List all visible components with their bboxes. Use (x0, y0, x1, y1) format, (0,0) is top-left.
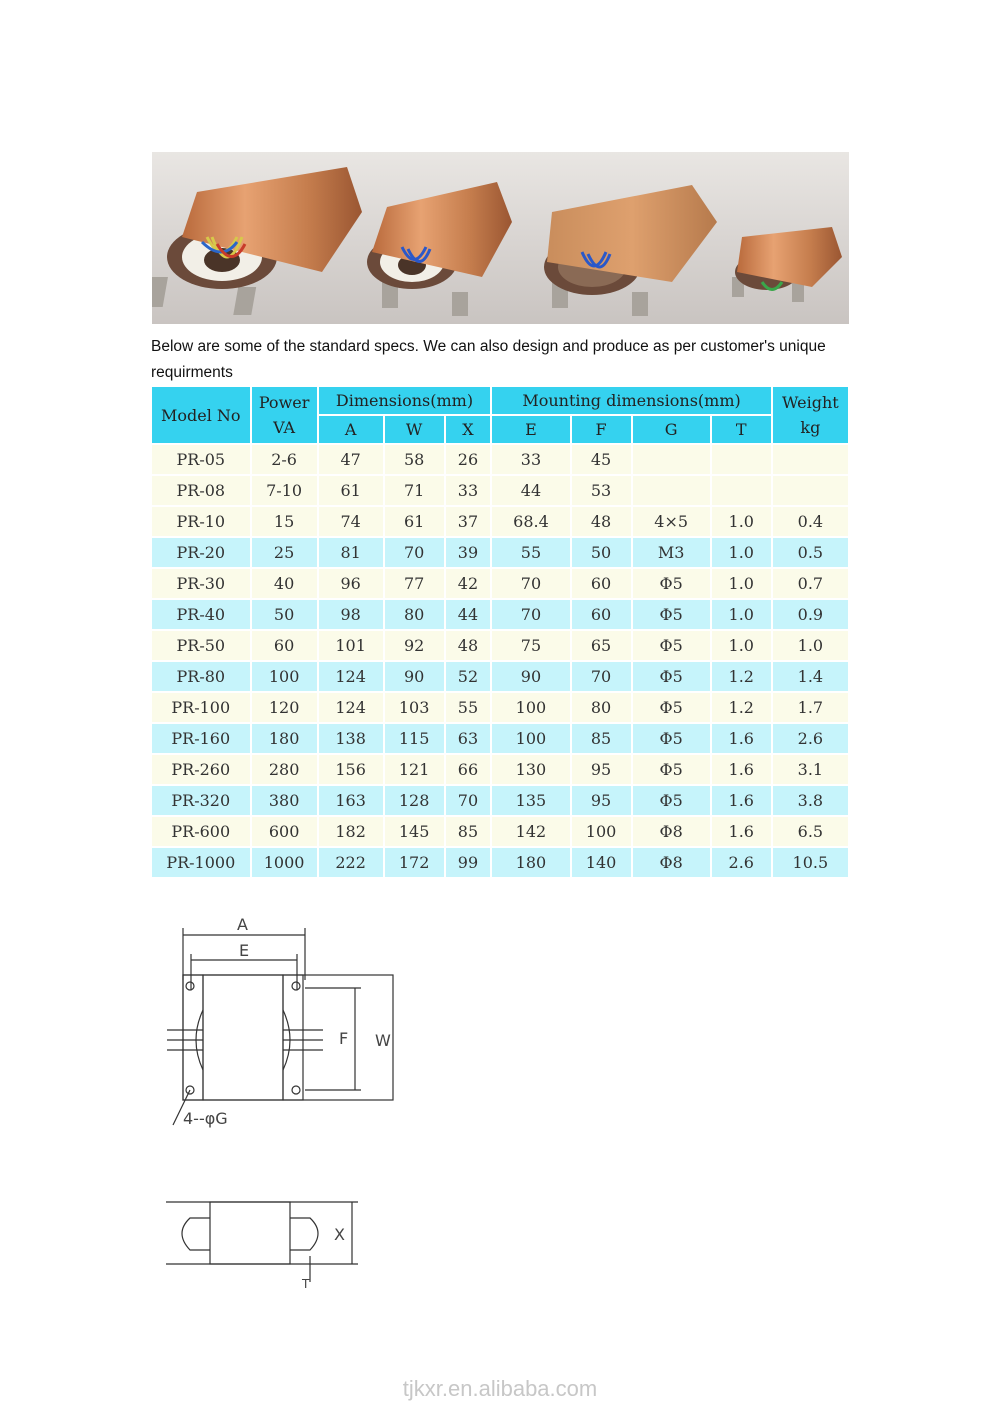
cell-x: 52 (446, 662, 491, 691)
cell-model: PR-100 (152, 693, 250, 722)
cell-t: 1.6 (712, 786, 771, 815)
cell-model: PR-320 (152, 786, 250, 815)
cell-model: PR-260 (152, 755, 250, 784)
table-row (152, 817, 848, 846)
cell-e: 142 (492, 817, 569, 846)
cell-power: 15 (252, 507, 317, 536)
cell-power: 60 (252, 631, 317, 660)
cell-w: 58 (385, 445, 444, 474)
row-group-2 (152, 538, 848, 567)
cell-x: 42 (446, 569, 491, 598)
top-view-drawing (155, 910, 405, 1132)
header-weight (773, 387, 848, 443)
cell-weight (773, 445, 848, 474)
row-group-5 (152, 631, 848, 660)
cell-t (712, 476, 771, 505)
cell-g: Φ5 (633, 600, 710, 629)
cell-g: Φ5 (633, 755, 710, 784)
cell-x: 63 (446, 724, 491, 753)
cell-e: 70 (492, 569, 569, 598)
watermark: tjkxr.en.alibaba.com (402, 1376, 598, 1401)
cell-x: 37 (446, 507, 491, 536)
cell-weight: 1.4 (773, 662, 848, 691)
cell-f: 48 (572, 507, 631, 536)
cell-e: 180 (492, 848, 569, 877)
cell-a: 47 (319, 445, 383, 474)
cell-g (633, 476, 710, 505)
cell-x: 44 (446, 600, 491, 629)
cell-a: 163 (319, 786, 383, 815)
cell-model: PR-80 (152, 662, 250, 691)
cell-power: 100 (252, 662, 317, 691)
cell-g: 4×5 (633, 507, 710, 536)
cell-model: PR-08 (152, 476, 250, 505)
cell-f: 50 (572, 538, 631, 567)
cell-model: PR-50 (152, 631, 250, 660)
header-a: A (319, 416, 383, 443)
cell-a: 124 (319, 662, 383, 691)
cell-w: 80 (385, 600, 444, 629)
table-row (152, 786, 848, 815)
cell-x: 26 (446, 445, 491, 474)
cell-power: 25 (252, 538, 317, 567)
cell-f: 60 (572, 569, 631, 598)
row-group-8 (152, 724, 848, 753)
cell-f: 53 (572, 476, 631, 505)
header-weight-line2: kg (800, 418, 821, 437)
cell-e: 135 (492, 786, 569, 815)
cell-weight: 0.9 (773, 600, 848, 629)
cell-power: 50 (252, 600, 317, 629)
cell-g: Φ5 (633, 662, 710, 691)
cell-g: Φ5 (633, 631, 710, 660)
header-power-line1: Power (258, 393, 310, 412)
intro-text (151, 334, 851, 386)
cell-t: 2.6 (712, 848, 771, 877)
row-group-1 (152, 445, 848, 536)
cell-w: 70 (385, 538, 444, 567)
cell-weight: 3.1 (773, 755, 848, 784)
cell-g: Φ5 (633, 786, 710, 815)
cell-e: 33 (492, 445, 569, 474)
table-row (152, 848, 848, 877)
cell-weight: 0.7 (773, 569, 848, 598)
cell-weight: 3.8 (773, 786, 848, 815)
cell-g: Φ8 (633, 848, 710, 877)
header-power (252, 387, 317, 443)
cell-power: 180 (252, 724, 317, 753)
cell-model: PR-05 (152, 445, 250, 474)
header-weight-line1: Weight (782, 393, 839, 412)
header-t: T (712, 416, 771, 443)
cell-f: 100 (572, 817, 631, 846)
cell-t: 1.6 (712, 755, 771, 784)
header-power-line2: VA (273, 418, 296, 437)
header-f: F (572, 416, 631, 443)
cell-e: 90 (492, 662, 569, 691)
cell-w: 61 (385, 507, 444, 536)
cell-g: Φ8 (633, 817, 710, 846)
label-e: E (239, 941, 250, 960)
cell-model: PR-40 (152, 600, 250, 629)
label-f: F (339, 1029, 349, 1048)
table-row (152, 538, 848, 567)
cell-power: 120 (252, 693, 317, 722)
header-model: Model No (152, 387, 250, 443)
cell-e: 55 (492, 538, 569, 567)
cell-x: 55 (446, 693, 491, 722)
cell-w: 92 (385, 631, 444, 660)
cell-a: 74 (319, 507, 383, 536)
cell-w: 71 (385, 476, 444, 505)
cell-model: PR-10 (152, 507, 250, 536)
cell-x: 33 (446, 476, 491, 505)
header-w: W (385, 416, 444, 443)
cell-power: 2-6 (252, 445, 317, 474)
cell-x: 99 (446, 848, 491, 877)
cell-e: 75 (492, 631, 569, 660)
cell-weight (773, 476, 848, 505)
transformers-photo (152, 152, 849, 324)
cell-t: 1.2 (712, 662, 771, 691)
cell-e: 100 (492, 693, 569, 722)
cell-t: 1.0 (712, 569, 771, 598)
cell-a: 182 (319, 817, 383, 846)
cell-w: 121 (385, 755, 444, 784)
row-group-9 (152, 755, 848, 784)
cell-w: 172 (385, 848, 444, 877)
table-row (152, 724, 848, 753)
cell-e: 44 (492, 476, 569, 505)
cell-w: 128 (385, 786, 444, 815)
cell-t: 1.0 (712, 507, 771, 536)
cell-e: 70 (492, 600, 569, 629)
cell-model: PR-20 (152, 538, 250, 567)
cell-w: 115 (385, 724, 444, 753)
cell-power: 40 (252, 569, 317, 598)
cell-a: 101 (319, 631, 383, 660)
cell-e: 68.4 (492, 507, 569, 536)
row-group-4 (152, 600, 848, 629)
label-w: W (375, 1031, 391, 1050)
table-row (152, 507, 848, 536)
cell-t: 1.6 (712, 817, 771, 846)
label-x: X (334, 1225, 345, 1244)
header-dimensions: Dimensions(mm) (319, 387, 491, 414)
cell-weight: 0.5 (773, 538, 848, 567)
cell-x: 85 (446, 817, 491, 846)
cell-g: Φ5 (633, 693, 710, 722)
table-row (152, 569, 848, 598)
header-g: G (633, 416, 710, 443)
cell-t: 1.2 (712, 693, 771, 722)
cell-power: 600 (252, 817, 317, 846)
cell-g: M3 (633, 538, 710, 567)
cell-a: 61 (319, 476, 383, 505)
header-x: X (446, 416, 491, 443)
cell-a: 81 (319, 538, 383, 567)
cell-f: 95 (572, 755, 631, 784)
cell-model: PR-30 (152, 569, 250, 598)
cell-t (712, 445, 771, 474)
intro-line-2: requirments (151, 364, 233, 381)
table-row (152, 476, 848, 505)
table-row (152, 755, 848, 784)
header-e: E (492, 416, 569, 443)
table-row (152, 693, 848, 722)
cell-f: 140 (572, 848, 631, 877)
cell-power: 7-10 (252, 476, 317, 505)
cell-x: 66 (446, 755, 491, 784)
cell-f: 80 (572, 693, 631, 722)
cell-w: 90 (385, 662, 444, 691)
row-group-3 (152, 569, 848, 598)
cell-weight: 1.0 (773, 631, 848, 660)
cell-a: 98 (319, 600, 383, 629)
side-view-drawing (160, 1190, 365, 1292)
label-a: A (237, 915, 248, 934)
cell-t: 1.6 (712, 724, 771, 753)
row-group-7 (152, 693, 848, 722)
cell-power: 380 (252, 786, 317, 815)
cell-weight: 2.6 (773, 724, 848, 753)
cell-x: 48 (446, 631, 491, 660)
row-group-12 (152, 848, 848, 877)
cell-a: 96 (319, 569, 383, 598)
cell-weight: 1.7 (773, 693, 848, 722)
row-group-10 (152, 786, 848, 815)
cell-a: 156 (319, 755, 383, 784)
cell-model: PR-160 (152, 724, 250, 753)
row-group-6 (152, 662, 848, 691)
header-mounting: Mounting dimensions(mm) (492, 387, 770, 414)
cell-f: 60 (572, 600, 631, 629)
cell-f: 95 (572, 786, 631, 815)
cell-x: 70 (446, 786, 491, 815)
row-group-11 (152, 817, 848, 846)
cell-weight: 10.5 (773, 848, 848, 877)
cell-g: Φ5 (633, 569, 710, 598)
cell-f: 70 (572, 662, 631, 691)
intro-line-1: Below are some of the standard specs. We can also design and produce as per customer's unique (151, 338, 826, 355)
cell-weight: 0.4 (773, 507, 848, 536)
cell-model: PR-600 (152, 817, 250, 846)
cell-g (633, 445, 710, 474)
table-row (152, 662, 848, 691)
cell-power: 1000 (252, 848, 317, 877)
cell-model: PR-1000 (152, 848, 250, 877)
cell-w: 145 (385, 817, 444, 846)
cell-weight: 6.5 (773, 817, 848, 846)
cell-w: 103 (385, 693, 444, 722)
cell-e: 130 (492, 755, 569, 784)
cell-w: 77 (385, 569, 444, 598)
cell-f: 85 (572, 724, 631, 753)
cell-g: Φ5 (633, 724, 710, 753)
table-row (152, 600, 848, 629)
cell-power: 280 (252, 755, 317, 784)
cell-t: 1.0 (712, 538, 771, 567)
table-row (152, 445, 848, 474)
cell-a: 222 (319, 848, 383, 877)
cell-e: 100 (492, 724, 569, 753)
cell-a: 138 (319, 724, 383, 753)
cell-a: 124 (319, 693, 383, 722)
specs-table (150, 385, 850, 879)
cell-t: 1.0 (712, 600, 771, 629)
cell-t: 1.0 (712, 631, 771, 660)
label-t: T (302, 1277, 310, 1291)
table-row (152, 631, 848, 660)
cell-x: 39 (446, 538, 491, 567)
label-g: 4--φG (183, 1109, 228, 1128)
cell-f: 45 (572, 445, 631, 474)
cell-f: 65 (572, 631, 631, 660)
